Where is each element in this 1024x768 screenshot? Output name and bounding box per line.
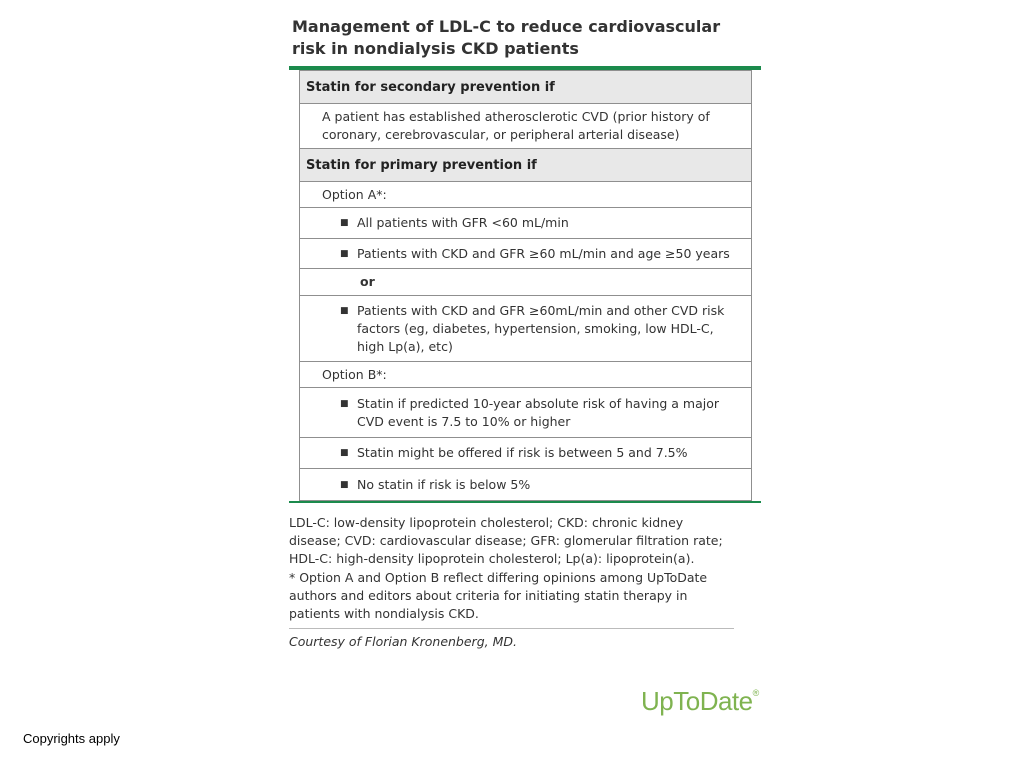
guideline-table xyxy=(289,66,761,503)
bullet-icon: ■ xyxy=(340,218,349,228)
list-item: ■ Statin if predicted 10-year absolute risk of having a major CVD event is 7.5 to 10% or higher xyxy=(300,388,752,438)
bullet-icon: ■ xyxy=(340,248,349,259)
list-item: ■ Patients with CKD and GFR ≥60 mL/min and age ≥50 years xyxy=(300,239,752,269)
notes-line: disease; CVD: cardiovascular disease; GFR: glomerular filtration rate; xyxy=(289,533,723,549)
secondary-prevention-text xyxy=(300,104,752,149)
list-item: ■ All patients with GFR <60 mL/min xyxy=(300,208,752,239)
bullet-icon: ■ xyxy=(340,448,349,458)
bottom-green-rule xyxy=(289,501,761,503)
title-line-1: Management of LDL-C to reduce cardiovascular xyxy=(292,17,721,36)
bullet-icon: ■ xyxy=(340,479,349,490)
secondary-text-line-2: coronary, cerebrovascular, or peripheral arterial disease) xyxy=(322,127,680,142)
bullet-icon: ■ xyxy=(340,398,349,409)
notes-divider xyxy=(289,628,734,629)
secondary-prevention-header: Statin for secondary prevention if xyxy=(300,71,752,104)
list-item: ■ No statin if risk is below 5% xyxy=(300,469,752,501)
notes-line: patients with nondialysis CKD. xyxy=(289,606,479,622)
bullet-icon: ■ xyxy=(340,305,349,316)
option-b-label: Option B*: xyxy=(300,362,752,388)
figure-title xyxy=(292,16,752,60)
title-line-2: risk in nondialysis CKD patients xyxy=(292,39,579,58)
list-item: ■ Patients with CKD and GFR ≥60mL/min and other CVD risk factors (eg, diabetes, hypertension, smoking, low HDL-C, high Lp(a), etc) xyxy=(300,296,752,362)
uptodate-logo: UpToDate® xyxy=(641,686,759,716)
secondary-text-line-1: A patient has established atherosclerotic CVD (prior history of xyxy=(322,109,710,124)
notes-line: HDL-C: high-density lipoprotein cholesterol; Lp(a): lipoprotein(a). xyxy=(289,551,695,567)
guideline-grid xyxy=(299,70,752,501)
list-item: ■ Statin might be offered if risk is between 5 and 7.5% xyxy=(300,438,752,469)
copyright-notice: Copyrights apply xyxy=(23,731,120,746)
or-connector: or xyxy=(300,269,752,296)
option-a-label: Option A*: xyxy=(300,182,752,208)
notes-line: authors and editors about criteria for initiating statin therapy in xyxy=(289,587,688,603)
notes-line: LDL-C: low-density lipoprotein cholesterol; CKD: chronic kidney xyxy=(289,515,684,530)
notes-line: * Option A and Option B reflect differing opinions among UpToDate xyxy=(289,569,708,585)
courtesy-credit: Courtesy of Florian Kronenberg, MD. xyxy=(289,634,517,649)
primary-prevention-header: Statin for primary prevention if xyxy=(300,149,752,182)
abbreviation-notes xyxy=(289,514,734,623)
